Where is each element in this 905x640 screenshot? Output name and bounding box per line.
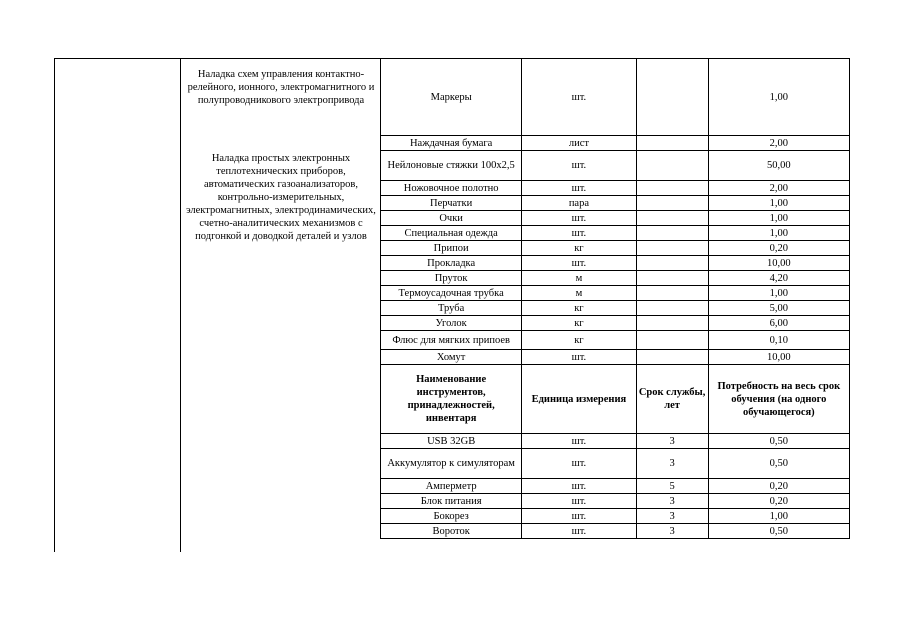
item-life bbox=[636, 59, 708, 136]
item-life bbox=[636, 256, 708, 271]
item-name: Хомут bbox=[381, 350, 522, 365]
item-unit: лист bbox=[522, 136, 636, 151]
table-top-border bbox=[54, 58, 381, 59]
item-qty: 0,10 bbox=[708, 331, 849, 350]
item-name: Бокорез bbox=[381, 509, 522, 524]
item-unit: шт. bbox=[522, 226, 636, 241]
item-unit: шт. bbox=[522, 479, 636, 494]
table-row bbox=[381, 509, 850, 524]
item-life: 3 bbox=[636, 449, 708, 479]
item-name: Труба bbox=[381, 301, 522, 316]
item-qty: 0,20 bbox=[708, 494, 849, 509]
work-description-1: Наладка схем управления контактно-релейного, ионного, электромагнитного и полупроводникового электропривода bbox=[187, 69, 375, 106]
item-life: 3 bbox=[636, 524, 708, 539]
item-qty: 2,00 bbox=[708, 181, 849, 196]
table-row bbox=[381, 211, 850, 226]
item-unit: шт. bbox=[522, 509, 636, 524]
work-description-2: Наладка простых электронных теплотехнических приборов, автоматических газоанализаторов, контрольно-измерительных, электромагнитных, электродинамических, счетно-аналитических механизмов с подгонкой и доводкой деталей и узлов bbox=[186, 153, 376, 242]
table-row bbox=[381, 241, 850, 256]
item-life bbox=[636, 151, 708, 181]
item-name: Наждачная бумага bbox=[381, 136, 522, 151]
item-unit: шт. bbox=[522, 181, 636, 196]
table-row bbox=[381, 479, 850, 494]
item-unit: кг bbox=[522, 331, 636, 350]
table-row bbox=[381, 494, 850, 509]
item-qty: 1,00 bbox=[708, 59, 849, 136]
item-name: Амперметр bbox=[381, 479, 522, 494]
item-unit: шт. bbox=[522, 350, 636, 365]
item-unit: шт. bbox=[522, 256, 636, 271]
item-life bbox=[636, 181, 708, 196]
item-qty: 0,20 bbox=[708, 479, 849, 494]
table-row bbox=[381, 449, 850, 479]
item-qty: 1,00 bbox=[708, 196, 849, 211]
item-qty: 5,00 bbox=[708, 301, 849, 316]
item-unit: кг bbox=[522, 301, 636, 316]
item-qty: 2,00 bbox=[708, 136, 849, 151]
table-row bbox=[381, 151, 850, 181]
item-qty: 10,00 bbox=[708, 350, 849, 365]
item-life bbox=[636, 350, 708, 365]
item-qty: 10,00 bbox=[708, 256, 849, 271]
table-row bbox=[381, 524, 850, 539]
table-row bbox=[381, 316, 850, 331]
item-name: Вороток bbox=[381, 524, 522, 539]
item-qty: 6,00 bbox=[708, 316, 849, 331]
item-life bbox=[636, 301, 708, 316]
item-unit: кг bbox=[522, 316, 636, 331]
item-life bbox=[636, 196, 708, 211]
tools-header-row bbox=[381, 365, 850, 434]
item-life bbox=[636, 226, 708, 241]
item-life bbox=[636, 331, 708, 350]
table-row bbox=[381, 350, 850, 365]
item-name: Уголок bbox=[381, 316, 522, 331]
table-row bbox=[381, 181, 850, 196]
table-row bbox=[381, 256, 850, 271]
item-life bbox=[636, 136, 708, 151]
table-row bbox=[381, 271, 850, 286]
item-unit: шт. bbox=[522, 211, 636, 226]
table-left-border bbox=[54, 58, 55, 552]
item-name: Термоусадочная трубка bbox=[381, 286, 522, 301]
item-qty: 1,00 bbox=[708, 286, 849, 301]
item-unit: шт. bbox=[522, 59, 636, 136]
item-life: 5 bbox=[636, 479, 708, 494]
item-life bbox=[636, 286, 708, 301]
item-name: Блок питания bbox=[381, 494, 522, 509]
item-unit: шт. bbox=[522, 151, 636, 181]
header-unit: Единица измерения bbox=[522, 365, 636, 434]
item-unit: м bbox=[522, 271, 636, 286]
item-name: Перчатки bbox=[381, 196, 522, 211]
item-life bbox=[636, 211, 708, 226]
item-life: 3 bbox=[636, 494, 708, 509]
item-life bbox=[636, 271, 708, 286]
item-name: Нейлоновые стяжки 100х2,5 bbox=[381, 151, 522, 181]
item-qty: 0,50 bbox=[708, 524, 849, 539]
table-row bbox=[381, 301, 850, 316]
item-name: Пруток bbox=[381, 271, 522, 286]
materials-table bbox=[380, 58, 850, 539]
item-qty: 0,50 bbox=[708, 449, 849, 479]
item-name: Специальная одежда bbox=[381, 226, 522, 241]
table-row bbox=[381, 331, 850, 350]
item-qty: 1,00 bbox=[708, 211, 849, 226]
item-unit: кг bbox=[522, 241, 636, 256]
table-row bbox=[381, 136, 850, 151]
item-qty: 4,20 bbox=[708, 271, 849, 286]
table-row bbox=[381, 286, 850, 301]
item-unit: м bbox=[522, 286, 636, 301]
item-unit: шт. bbox=[522, 524, 636, 539]
item-name: Прокладка bbox=[381, 256, 522, 271]
item-unit: шт. bbox=[522, 434, 636, 449]
item-qty: 1,00 bbox=[708, 509, 849, 524]
item-qty: 50,00 bbox=[708, 151, 849, 181]
item-life: 3 bbox=[636, 509, 708, 524]
item-name: Маркеры bbox=[381, 59, 522, 136]
item-name: Припои bbox=[381, 241, 522, 256]
item-name: Аккумулятор к симуляторам bbox=[381, 449, 522, 479]
item-qty: 0,50 bbox=[708, 434, 849, 449]
item-life bbox=[636, 316, 708, 331]
table-row bbox=[381, 226, 850, 241]
column-divider bbox=[180, 58, 181, 552]
header-qty: Потребность на весь срок обучения (на одного обучающегося) bbox=[708, 365, 849, 434]
item-unit: шт. bbox=[522, 494, 636, 509]
table-row bbox=[381, 196, 850, 211]
header-life: Срок службы, лет bbox=[636, 365, 708, 434]
item-unit: шт. bbox=[522, 449, 636, 479]
item-qty: 1,00 bbox=[708, 226, 849, 241]
item-name: Флюс для мягких припоев bbox=[381, 331, 522, 350]
item-qty: 0,20 bbox=[708, 241, 849, 256]
table-row bbox=[381, 434, 850, 449]
table-row bbox=[381, 59, 850, 136]
header-name: Наименование инструментов, принадлежностей, инвентаря bbox=[381, 365, 522, 434]
item-name: USB 32GB bbox=[381, 434, 522, 449]
item-name: Ножовочное полотно bbox=[381, 181, 522, 196]
item-life bbox=[636, 241, 708, 256]
item-unit: пара bbox=[522, 196, 636, 211]
item-name: Очки bbox=[381, 211, 522, 226]
item-life: 3 bbox=[636, 434, 708, 449]
